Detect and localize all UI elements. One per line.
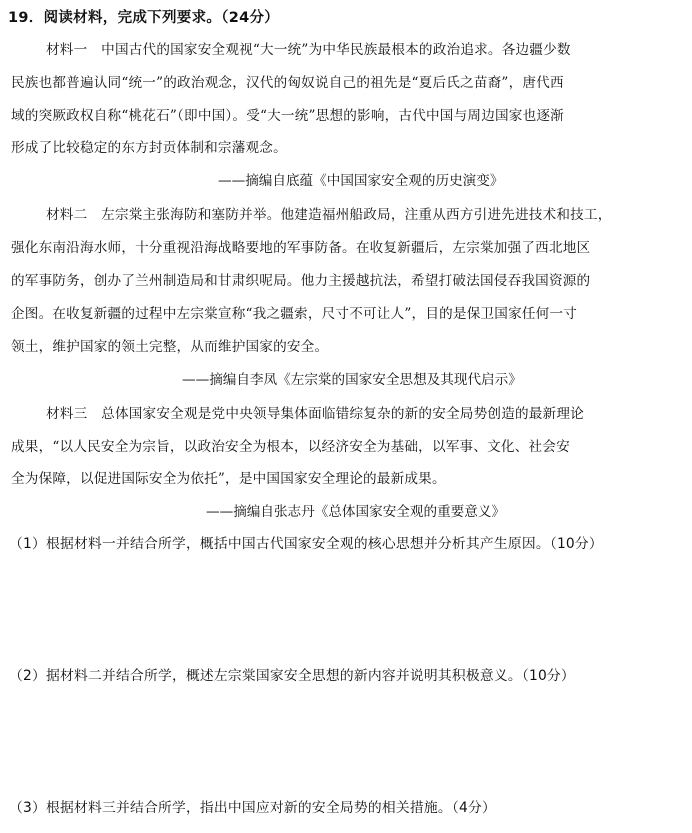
material-one-line: 域的突厥政权自称“桃花石”（即中国）。受“大一统”思想的影响，古代中国与周边国家也逐渐	[11, 108, 564, 124]
sub-question-2: （2）据材料二并结合所学，概述左宗棠国家安全思想的新内容并说明其积极意义。（10分）	[9, 668, 575, 684]
material-two-line: 的军事防务，创办了兰州制造局和甘肃织呢局。他力主援越抗法，希望打破法国侵吞我国资源的	[11, 273, 591, 289]
material-one-line: 材料一 中国古代的国家安全观视“大一统”为中华民族最根本的政治追求。各边疆少数	[46, 42, 571, 58]
material-three-source: ——摘编自张志丹《总体国家安全观的重要意义》	[206, 504, 506, 520]
question-heading: 19．阅读材料，完成下列要求。（24分）	[8, 10, 280, 26]
material-two-source: ——摘编自李凤《左宗棠的国家安全思想及其现代启示》	[182, 372, 522, 388]
material-one-line: 形成了比较稳定的东方封贡体制和宗藩观念。	[11, 140, 287, 156]
material-two-line: 材料二 左宗棠主张海防和塞防并举。他建造福州船政局，注重从西方引进先进技术和技工，	[46, 207, 612, 223]
sub-question-3: （3）根据材料三并结合所学，指出中国应对新的安全局势的相关措施。（4分）	[9, 800, 496, 816]
material-two-line: 企图。在收复新疆的过程中左宗棠宣称“我之疆索，尺寸不可让人”，目的是保卫国家任何一寸	[11, 306, 578, 322]
material-two-line: 领土，维护国家的领土完整，从而维护国家的安全。	[11, 339, 329, 355]
material-three-line: 材料三 总体国家安全观是党中央领导集体面临错综复杂的新的安全局势创造的最新理论	[46, 406, 584, 422]
material-three-line: 全为保障，以促进国际安全为依托”，是中国国家安全理论的最新成果。	[11, 471, 446, 487]
material-one-source: ——摘编自底蕴《中国国家安全观的历史演变》	[218, 173, 504, 189]
material-three-line: 成果，“以人民安全为宗旨，以政治安全为根本，以经济安全为基础，以军事、文化、社会安	[11, 439, 570, 455]
material-two-line: 强化东南沿海水师，十分重视沿海战略要地的军事防备。在收复新疆后，左宗棠加强了西北地区	[11, 240, 591, 256]
sub-question-1: （1）根据材料一并结合所学，概括中国古代国家安全观的核心思想并分析其产生原因。（10分）	[9, 536, 603, 552]
material-one-line: 民族也都普遍认同“统一”的政治观念，汉代的匈奴说自己的祖先是“夏后氏之苗裔”，唐代西	[11, 75, 564, 91]
